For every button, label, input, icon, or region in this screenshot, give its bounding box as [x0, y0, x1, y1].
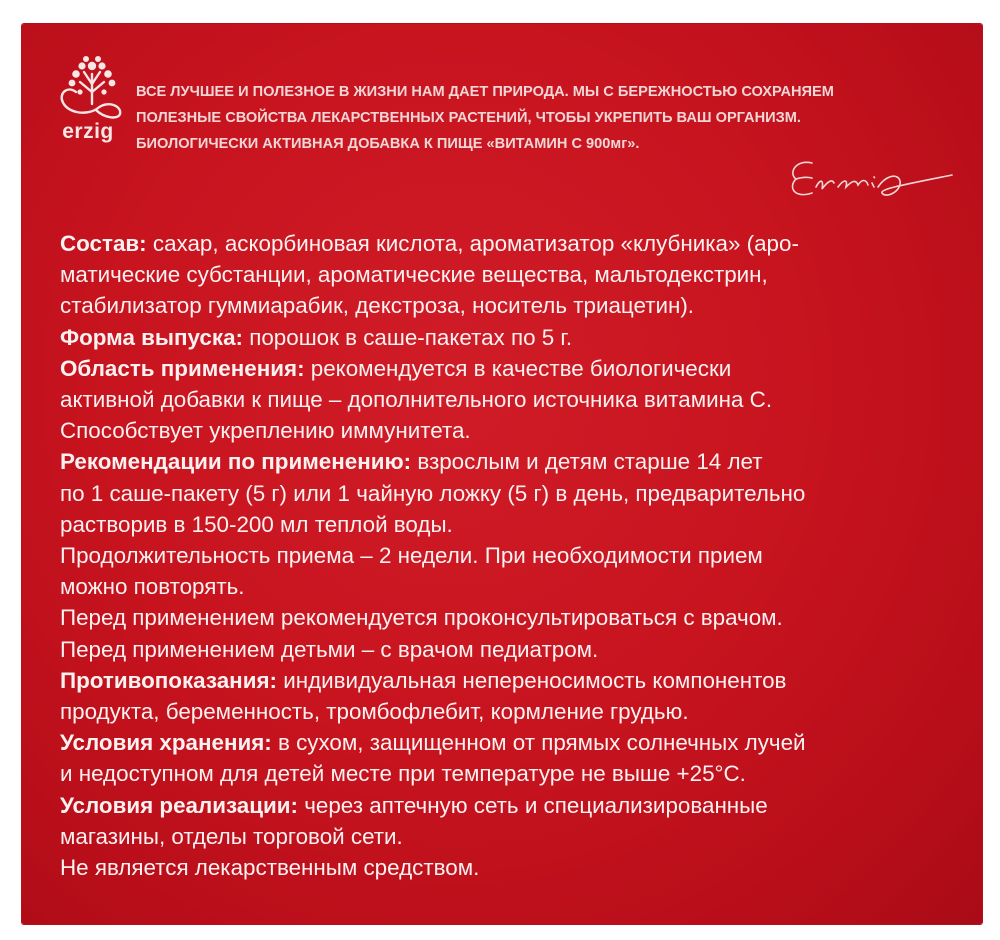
sale-text: через аптечную сеть и специализированные: [298, 792, 768, 818]
storage-text: в сухом, защищенном от прямых солнечных лучей: [271, 730, 806, 756]
form-text: порошок в саше-пакетах по 5 г.: [242, 324, 573, 350]
contra-text: индивидуальная непереносимость компонентов: [277, 667, 787, 693]
info-line: [60, 228, 950, 259]
info-line: стабилизатор гуммиарабик, декстроза, носитель триацетин).: [60, 293, 695, 319]
usage-text: взрослым и детям старше 14 лет: [411, 449, 763, 475]
contra-label: Противопоказания:: [60, 667, 277, 693]
info-line: Способствует укреплению иммунитета.: [60, 418, 471, 444]
info-line: [60, 446, 950, 477]
info-line: Продолжительность приема – 2 недели. При необходимости прием: [60, 543, 763, 569]
composition-text: сахар, аскорбиновая кислота, ароматизатор «клубника» (аро-: [146, 231, 799, 256]
disclaimer: Не является лекарственным средством.: [60, 855, 480, 881]
info-line: продукта, беременность, тромбофлебит, кормление грудью.: [60, 699, 689, 725]
usage-label: Рекомендации по применению:: [60, 449, 412, 475]
brand-name: erzig: [62, 120, 114, 143]
tagline-line: ПОЛЕЗНЫЕ СВОЙСТВА ЛЕКАРСТВЕННЫХ РАСТЕНИЙ, ЧТОБЫ УКРЕПИТЬ ВАШ ОРГАНИЗМ.: [136, 110, 801, 126]
info-line: и недоступном для детей месте при температуре не выше +25°С.: [60, 761, 746, 787]
erzig-tree-logo-icon: [52, 52, 132, 162]
info-line: по 1 саше-пакету (5 г) или 1 чайную ложку (5 г) в день, предварительно: [60, 480, 806, 506]
info-line: Перед применением детьми – с врачом педиатром.: [60, 636, 599, 662]
storage-label: Условия хранения:: [60, 730, 272, 756]
info-line: матические субстанции, ароматические вещества, мальтодекстрин,: [60, 262, 768, 288]
info-line: можно повторять.: [60, 574, 245, 600]
area-text: рекомендуется в качестве биологически: [304, 355, 732, 381]
info-line: магазины, отделы торговой сети.: [60, 823, 403, 849]
info-line: растворив в 150-200 мл теплой воды.: [60, 511, 453, 537]
signature-icon: [782, 149, 962, 209]
sale-label: Условия реализации:: [60, 792, 298, 818]
product-info: [60, 228, 950, 883]
info-line: [60, 322, 950, 353]
info-line: активной добавки к пище – дополнительного источника витамина С.: [60, 387, 773, 413]
tagline: [136, 79, 956, 157]
package-panel: [22, 24, 982, 924]
info-line: [60, 665, 950, 696]
info-line: [60, 790, 950, 821]
info-line: Перед применением рекомендуется проконсультироваться с врачом.: [60, 605, 783, 631]
composition-label: Состав:: [60, 231, 147, 256]
form-label: Форма выпуска:: [60, 324, 243, 350]
tagline-line: БИОЛОГИЧЕСКИ АКТИВНАЯ ДОБАВКА К ПИЩЕ «ВИТАМИН С 900мг».: [136, 136, 640, 152]
tagline-line: ВСЕ ЛУЧШЕЕ И ПОЛЕЗНОЕ В ЖИЗНИ НАМ ДАЕТ ПРИРОДА. МЫ С БЕРЕЖНОСТЬЮ СОХРАНЯЕМ: [136, 84, 834, 100]
area-label: Область применения:: [60, 355, 305, 381]
info-line: [60, 727, 950, 758]
info-line: [60, 353, 950, 384]
